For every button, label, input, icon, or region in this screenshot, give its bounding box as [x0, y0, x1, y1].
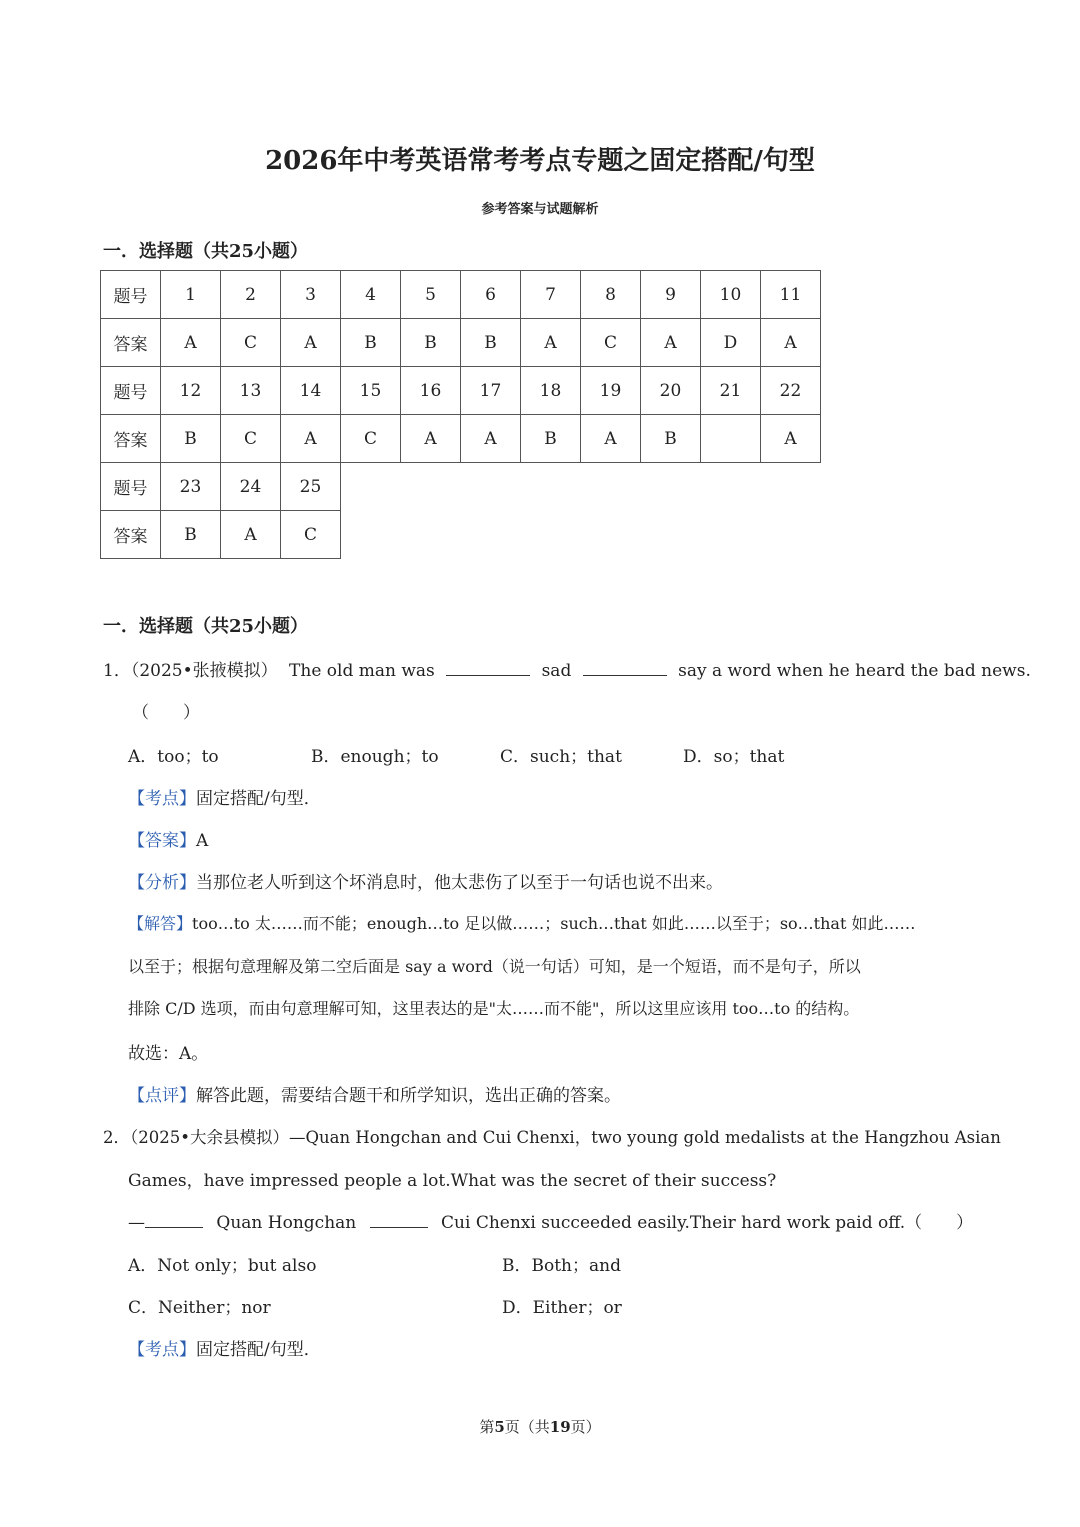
question-number-cell: 1 — [161, 271, 221, 319]
q2-kaodian-tag: 【考点】 — [128, 1340, 196, 1360]
q1-jieda-line-4: 故选：A。 — [128, 1044, 209, 1064]
question-number-cell: 3 — [281, 271, 341, 319]
answer-cell: A — [281, 319, 341, 367]
q1-stem-part-c: say a word when he heard the bad news. — [678, 661, 1031, 681]
q2-stem-line-1 — [103, 1124, 1001, 1148]
q1-daan-tag: 【答案】 — [128, 831, 196, 851]
q2-kaodian-text: 固定搭配/句型． — [196, 1340, 321, 1360]
question-number-cell: 13 — [221, 367, 281, 415]
answer-cell: A — [521, 319, 581, 367]
question-number-cell: 17 — [461, 367, 521, 415]
row-label-number: 题号 — [101, 463, 161, 511]
q2-option-a: A．Not only；but also — [128, 1256, 317, 1276]
q1-dianping — [128, 1081, 621, 1106]
q1-option-a: A．too；to — [128, 747, 219, 767]
answer-table-answer-row — [101, 415, 821, 463]
answer-cell: A — [761, 319, 821, 367]
answer-cell: D — [701, 319, 761, 367]
answer-cell: C — [281, 511, 341, 559]
answer-cell: C — [221, 319, 281, 367]
answer-cell: B — [461, 319, 521, 367]
q2-blank-1 — [145, 1213, 203, 1228]
q2-reply — [128, 1208, 973, 1233]
footer-total-pages: 19 — [549, 1418, 571, 1436]
q1-blank-1 — [446, 661, 530, 676]
answer-cell: A — [161, 319, 221, 367]
question-number-cell: 22 — [761, 367, 821, 415]
question-number-cell: 4 — [341, 271, 401, 319]
row-label-answer: 答案 — [101, 511, 161, 559]
q1-daan — [128, 826, 208, 851]
question-number-cell: 23 — [161, 463, 221, 511]
q2-reply-dash: — — [128, 1213, 145, 1233]
question-number-cell: 7 — [521, 271, 581, 319]
q2-stem-text-1: —Quan Hongchan and Cui Chenxi，two young gold medalists at the Hangzhou Asian — [288, 1128, 1001, 1147]
answer-cell: A — [461, 415, 521, 463]
question-number-cell: 12 — [161, 367, 221, 415]
row-label-answer: 答案 — [101, 415, 161, 463]
q1-jieda-tag: 【解答】 — [128, 914, 193, 933]
q2-option-d: D．Either；or — [502, 1298, 622, 1318]
answer-cell: A — [401, 415, 461, 463]
q1-option-b: B．enough；to — [311, 747, 439, 767]
footer-page-number: 5 — [494, 1418, 505, 1436]
question-number-cell: 15 — [341, 367, 401, 415]
answer-cell: A — [761, 415, 821, 463]
q1-dianping-tag: 【点评】 — [128, 1086, 196, 1106]
q2-reply-part-b: Cui Chenxi succeeded easily.Their hard work paid off.（ ） — [441, 1213, 974, 1233]
page-subtitle: 参考答案与试题解析 — [481, 202, 599, 217]
q1-fenxi-text: 当那位老人听到这个坏消息时，他太悲伤了以至于一句话也说不出来。 — [196, 873, 723, 893]
footer-suffix: 页） — [570, 1418, 601, 1436]
q2-stem-line-2: Games，have impressed people a lot.What was the secret of their success? — [128, 1171, 777, 1191]
q1-kaodian-tag: 【考点】 — [128, 789, 196, 809]
footer-prefix: 第 — [479, 1418, 495, 1436]
footer-middle: 页（共 — [504, 1418, 550, 1436]
question-number-cell: 19 — [581, 367, 641, 415]
question-number-cell: 11 — [761, 271, 821, 319]
question-number-cell: 14 — [281, 367, 341, 415]
q1-daan-text: A — [196, 831, 209, 851]
q2-option-b: B．Both；and — [502, 1256, 621, 1276]
question-number-cell: 25 — [281, 463, 341, 511]
q2-blank-2 — [370, 1213, 428, 1228]
question-number-cell: 21 — [701, 367, 761, 415]
page-footer — [0, 1416, 1080, 1437]
q1-fenxi — [128, 868, 723, 893]
answer-cell: B — [161, 511, 221, 559]
answer-cell: C — [341, 415, 401, 463]
q1-jieda-line-2: 以至于；根据句意理解及第二空后面是 say a word（说一句话）可知，是一个短语，而不是句子，所以 — [128, 957, 861, 976]
q1-source: （2025•张掖模拟） — [130, 661, 278, 681]
q2-number: 2． — [103, 1128, 130, 1147]
question-number-cell: 16 — [401, 367, 461, 415]
row-label-number: 题号 — [101, 367, 161, 415]
answer-table-answer-row — [101, 511, 821, 559]
answer-table-answer-row — [101, 319, 821, 367]
row-label-answer: 答案 — [101, 319, 161, 367]
answer-table — [100, 270, 821, 559]
question-number-cell: 10 — [701, 271, 761, 319]
q1-fenxi-tag: 【分析】 — [128, 873, 196, 893]
page-title: 2026年中考英语常考考点专题之固定搭配/句型 — [265, 146, 815, 176]
q2-source: （2025•大余县模拟） — [130, 1128, 289, 1147]
q1-dianping-text: 解答此题，需要结合题干和所学知识，选出正确的答案。 — [196, 1086, 621, 1106]
answer-cell: C — [581, 319, 641, 367]
answer-table-number-row — [101, 463, 821, 511]
question-number-cell: 24 — [221, 463, 281, 511]
q1-kaodian-text: 固定搭配/句型． — [196, 789, 321, 809]
answer-table-number-row — [101, 271, 821, 319]
answer-cell: A — [221, 511, 281, 559]
q1-kaodian — [128, 784, 321, 809]
question-number-cell: 2 — [221, 271, 281, 319]
answer-cell: B — [341, 319, 401, 367]
q1-jieda-line-3: 排除 C/D 选项，而由句意理解可知，这里表达的是"太……而不能"，所以这里应该用 too…to 的结构。 — [128, 999, 860, 1018]
q1-stem — [103, 656, 1031, 681]
row-label-number: 题号 — [101, 271, 161, 319]
q1-jieda-line-1 — [128, 911, 915, 934]
answer-cell: B — [401, 319, 461, 367]
answer-cell: B — [521, 415, 581, 463]
answer-cell: C — [221, 415, 281, 463]
q2-reply-part-a: Quan Hongchan — [216, 1213, 357, 1233]
q1-option-c: C．such；that — [500, 747, 622, 767]
question-number-cell: 20 — [641, 367, 701, 415]
q1-option-d: D．so；that — [683, 747, 785, 767]
q1-jieda-text-1: too…to 太……而不能；enough…to 足以做……；such…that 如此……以至于；so…that 如此…… — [192, 914, 916, 933]
answer-table-number-row — [101, 367, 821, 415]
q1-answer-paren: （ ） — [132, 703, 200, 723]
section-heading-answers: 一．选择题（共25小题） — [103, 241, 309, 262]
question-number-cell: 9 — [641, 271, 701, 319]
q1-stem-part-a: The old man was — [289, 661, 435, 681]
answer-cell: A — [581, 415, 641, 463]
answer-cell — [701, 415, 761, 463]
q1-number: 1． — [103, 661, 131, 681]
question-number-cell: 18 — [521, 367, 581, 415]
question-number-cell: 5 — [401, 271, 461, 319]
q1-blank-2 — [583, 661, 667, 676]
question-number-cell: 8 — [581, 271, 641, 319]
answer-cell: A — [641, 319, 701, 367]
answer-cell: A — [281, 415, 341, 463]
q1-stem-part-b: sad — [541, 661, 572, 681]
q2-option-c: C．Neither；nor — [128, 1298, 271, 1318]
q2-kaodian — [128, 1335, 321, 1360]
answer-cell: B — [161, 415, 221, 463]
section-heading-questions: 一．选择题（共25小题） — [103, 616, 309, 637]
answer-cell: B — [641, 415, 701, 463]
question-number-cell: 6 — [461, 271, 521, 319]
